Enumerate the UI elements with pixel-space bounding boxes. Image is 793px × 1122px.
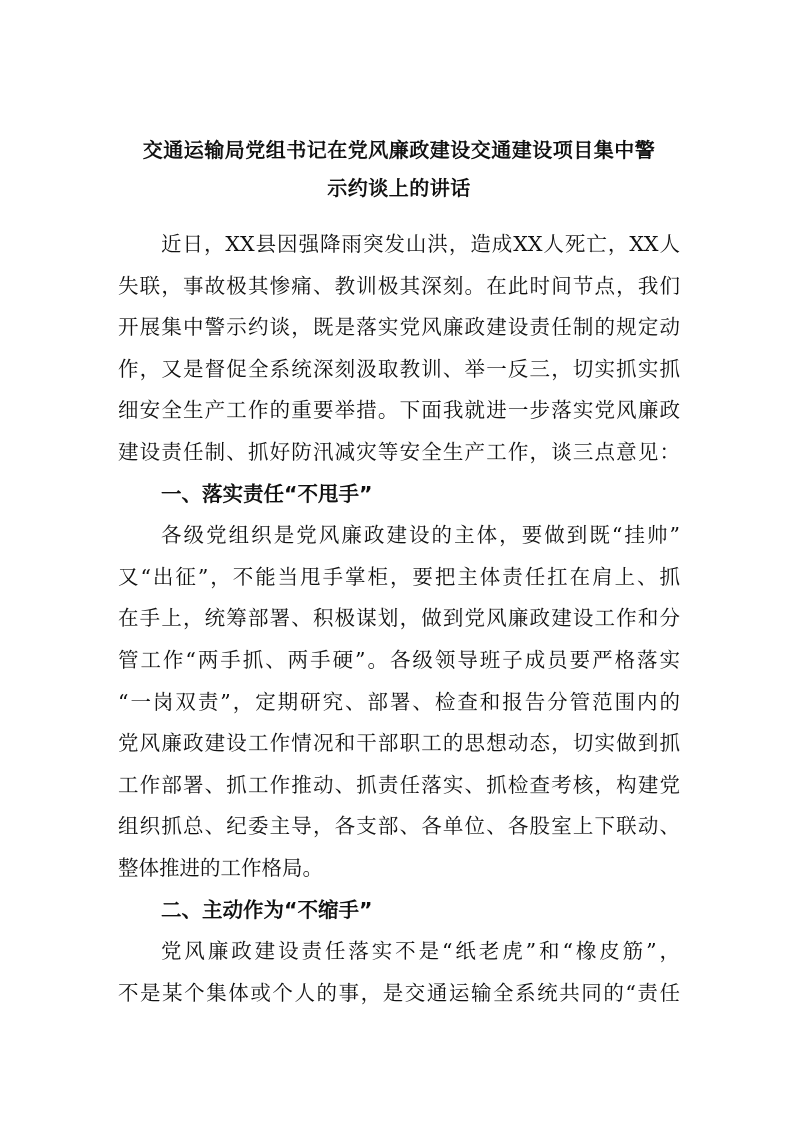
body-text-line: 工作部署、抓工作推动、抓责任落实、抓检查考核，构建党 xyxy=(118,772,680,797)
body-text-line: 党风廉政建设工作情况和干部职工的思想动态，切实做到抓 xyxy=(118,731,680,756)
body-text-line: “一岗双责”，定期研究、部署、检查和报告分管范围内的 xyxy=(118,689,680,714)
body-text-line: 管工作“两手抓、两手硬”。各级领导班子成员要严格落实 xyxy=(118,648,680,672)
section-heading: 二、主动作为“不缩手” xyxy=(161,897,373,922)
body-text-line: 开展集中警示约谈，既是落实党风廉政建设责任制的规定动 xyxy=(118,315,680,340)
body-text-line: 党风廉政建设责任落实不是“纸老虎”和“橡皮筋”， xyxy=(161,939,680,964)
body-text-line: 各级党组织是党风廉政建设的主体，要做到既“挂帅” xyxy=(161,523,680,548)
body-text-line: 组织抓总、纪委主导，各支部、各单位、各股室上下联动、 xyxy=(118,814,680,839)
document-title-line-1: 交通运输局党组书记在党风廉政建设交通建设项目集中警 xyxy=(142,138,656,162)
body-text-line: 近日，XX县因强降雨突发山洪，造成XX人死亡，XX人 xyxy=(161,232,680,256)
body-text-line: 整体推进的工作格局。 xyxy=(118,856,323,880)
document-title-line-2: 示约谈上的讲话 xyxy=(327,176,471,200)
body-text-line: 在手上，统筹部署、积极谋划，做到党风廉政建设工作和分 xyxy=(118,606,680,631)
body-text-line: 建设责任制、抓好防汛减灾等安全生产工作，谈三点意见： xyxy=(118,440,680,464)
body-text-line: 失联，事故极其惨痛、教训极其深刻。在此时间节点，我们 xyxy=(118,273,680,298)
body-text-line: 不是某个集体或个人的事，是交通运输全系统共同的“责任 xyxy=(118,980,680,1005)
body-text-line: 又“出征”，不能当甩手掌柜，要把主体责任扛在肩上、抓 xyxy=(118,564,680,589)
body-text-line: 细安全生产工作的重要举措。下面我就进一步落实党风廉政 xyxy=(118,398,680,423)
body-text-line: 作，又是督促全系统深刻汲取教训、举一反三，切实抓实抓 xyxy=(118,356,680,381)
section-heading: 一、落实责任“不甩手” xyxy=(161,481,373,506)
